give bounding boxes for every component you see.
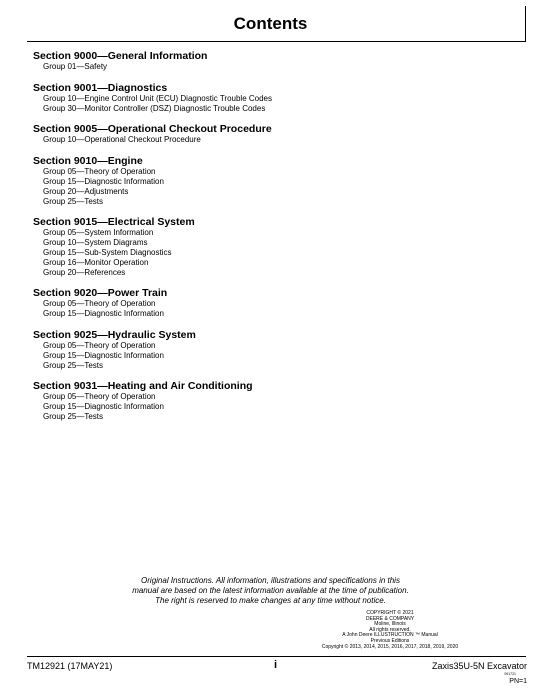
toc-section — [33, 381, 333, 421]
section-number: Section 9005— — [33, 123, 108, 136]
group-number: Group 16— — [43, 257, 85, 267]
copyright-line: A John Deere ILLUSTRUCTION ™ Manual — [342, 632, 438, 639]
copyright-line: DEERE & COMPANY — [365, 615, 415, 622]
group-number: Group 15— — [43, 402, 85, 412]
toc-group-entry[interactable] — [33, 402, 333, 412]
section-name: Engine — [107, 155, 143, 168]
header-rule — [27, 41, 526, 42]
toc-group-entry[interactable] — [33, 62, 333, 72]
group-number: Group 15— — [43, 176, 85, 186]
pn-label: PN=1 — [509, 678, 527, 685]
toc-section — [33, 51, 333, 72]
toc-group-entry[interactable] — [33, 299, 333, 309]
group-name: Adjustments — [84, 186, 129, 196]
section-heading[interactable] — [33, 124, 333, 135]
machine-model: Zaxis35U-5N Excavator — [431, 661, 527, 671]
toc-section — [33, 124, 333, 145]
group-number: Group 05— — [43, 299, 85, 309]
section-heading[interactable] — [33, 330, 333, 341]
group-number: Group 05— — [43, 340, 85, 350]
group-name: Diagnostic Information — [84, 309, 164, 319]
section-number: Section 9015— — [33, 216, 108, 229]
group-number: Group 10— — [43, 238, 85, 248]
group-name: Tests — [84, 196, 104, 206]
group-number: Group 20— — [43, 186, 85, 196]
copyright-line: Previous Editions — [370, 637, 410, 644]
section-heading[interactable] — [33, 156, 333, 167]
section-name: Electrical System — [107, 216, 195, 229]
manual-id: TM12921 (17MAY21) — [27, 661, 113, 671]
group-name: Operational Checkout Procedure — [84, 135, 201, 145]
group-name: Theory of Operation — [84, 299, 156, 309]
group-name: Tests — [84, 360, 104, 370]
toc-group-entry[interactable] — [33, 238, 333, 248]
page-number: i — [274, 659, 278, 671]
table-of-contents — [33, 51, 333, 433]
section-heading[interactable] — [33, 381, 333, 392]
toc-group-entry[interactable] — [33, 177, 333, 187]
section-heading[interactable] — [33, 217, 333, 228]
toc-section — [33, 288, 333, 319]
section-heading[interactable] — [33, 51, 333, 62]
section-number: Section 9025— — [33, 328, 108, 341]
toc-section — [33, 330, 333, 370]
copyright-line: All rights reserved. — [369, 626, 411, 633]
toc-group-entry[interactable] — [33, 361, 333, 371]
group-number: Group 25— — [43, 196, 85, 206]
section-name: Power Train — [107, 287, 168, 300]
toc-group-entry[interactable] — [33, 248, 333, 258]
group-name: Theory of Operation — [84, 167, 156, 177]
date-code: 091721 — [504, 672, 516, 676]
copyright-block — [320, 611, 460, 650]
group-name: Diagnostic Information — [84, 402, 164, 412]
group-number: Group 30— — [43, 103, 85, 113]
group-name: Diagnostic Information — [84, 176, 164, 186]
toc-group-entry[interactable] — [33, 94, 333, 104]
group-name: Engine Control Unit (ECU) Diagnostic Trouble Codes — [84, 93, 272, 103]
group-name: Sub-System Diagnostics — [84, 247, 172, 257]
toc-group-entry[interactable] — [33, 351, 333, 361]
section-number: Section 9031— — [33, 380, 108, 393]
group-number: Group 15— — [43, 309, 85, 319]
toc-group-entry[interactable] — [33, 104, 333, 114]
section-name: Diagnostics — [107, 81, 168, 94]
copyright-line: Moline, Illinois — [374, 621, 406, 628]
toc-group-entry[interactable] — [33, 197, 333, 207]
group-name: System Information — [84, 228, 154, 238]
group-number: Group 05— — [43, 228, 85, 238]
copyright-line: Copyright © 2013, 2014, 2015, 2016, 2017, 2018, 2019, 2020 — [321, 643, 459, 650]
group-name: Monitor Controller (DSZ) Diagnostic Trouble Codes — [84, 103, 266, 113]
section-name: General Information — [107, 50, 208, 62]
group-number: Group 10— — [43, 135, 85, 145]
section-heading[interactable] — [33, 83, 333, 94]
group-number: Group 20— — [43, 267, 85, 277]
group-number: Group 05— — [43, 392, 85, 402]
toc-section — [33, 83, 333, 114]
group-number: Group 25— — [43, 411, 85, 421]
section-number: Section 9001— — [33, 81, 108, 94]
notice-line: The right is reserved to make changes at any time without notice. — [155, 596, 386, 605]
group-number: Group 01— — [43, 62, 85, 71]
footer-rule — [27, 656, 526, 657]
toc-group-entry[interactable] — [33, 309, 333, 319]
group-name: Theory of Operation — [84, 392, 156, 402]
toc-section — [33, 156, 333, 206]
notice-line: Original Instructions. All information, illustrations and specifications in this — [141, 576, 400, 585]
group-number: Group 25— — [43, 360, 85, 370]
notice-line: manual are based on the latest information available at the time of publication. — [132, 586, 409, 595]
group-name: Theory of Operation — [84, 340, 156, 350]
toc-group-entry[interactable] — [33, 268, 333, 278]
group-name: Monitor Operation — [84, 257, 149, 267]
section-name: Hydraulic System — [107, 328, 196, 341]
page-title: Contents — [233, 14, 308, 33]
toc-group-entry[interactable] — [33, 258, 333, 268]
group-name: Safety — [84, 62, 108, 71]
section-number: Section 9020— — [33, 287, 108, 300]
toc-group-entry[interactable] — [33, 412, 333, 422]
group-number: Group 15— — [43, 350, 85, 360]
section-number: Section 9010— — [33, 155, 108, 168]
toc-group-entry[interactable] — [33, 392, 333, 402]
section-heading[interactable] — [33, 288, 333, 299]
section-number: Section 9000— — [33, 50, 108, 62]
section-name: Operational Checkout Procedure — [107, 123, 272, 136]
group-name: Diagnostic Information — [84, 350, 164, 360]
toc-group-entry[interactable] — [33, 341, 333, 351]
group-number: Group 05— — [43, 167, 85, 177]
original-instructions-notice — [0, 576, 541, 606]
group-number: Group 15— — [43, 247, 85, 257]
toc-section — [33, 217, 333, 277]
toc-group-entry[interactable] — [33, 167, 333, 177]
section-name: Heating and Air Conditioning — [107, 380, 253, 393]
group-number: Group 10— — [43, 93, 85, 103]
toc-group-entry[interactable] — [33, 135, 333, 145]
group-name: System Diagrams — [84, 238, 148, 248]
group-name: Tests — [84, 411, 104, 421]
group-name: References — [84, 267, 126, 277]
copyright-line: COPYRIGHT © 2021 — [366, 610, 414, 616]
toc-group-entry[interactable] — [33, 187, 333, 197]
toc-group-entry[interactable] — [33, 228, 333, 238]
